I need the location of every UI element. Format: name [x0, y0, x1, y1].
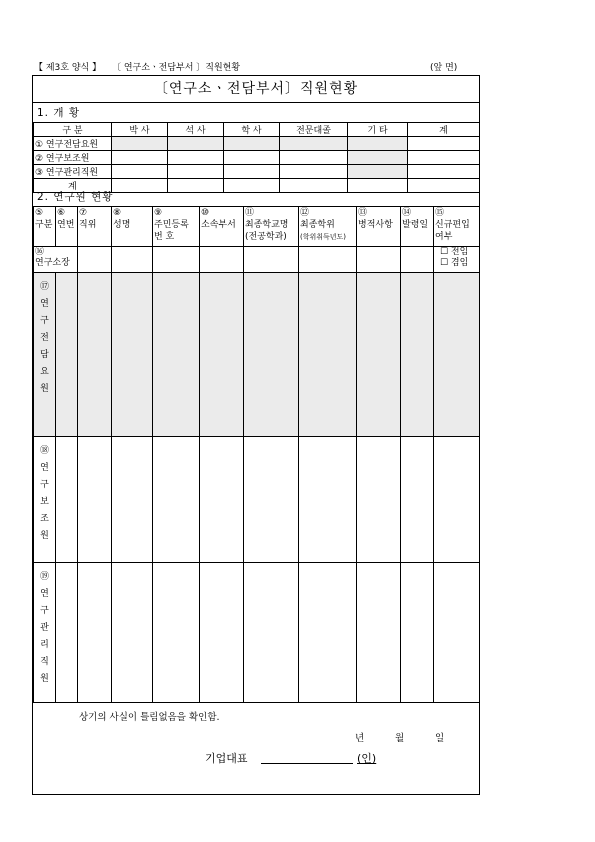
researcher-group-row — [34, 563, 480, 703]
page-side: (앞 면) — [430, 63, 458, 73]
director-row — [34, 247, 480, 273]
col-department: ⑩ 소속부서 — [200, 207, 244, 247]
group-label: ⑰ 연 구 전 담 요 원 — [34, 273, 56, 437]
concurrent-checkbox[interactable]: ☐ 겸임 — [440, 258, 469, 268]
col-position: ⑦ 직위 — [78, 207, 112, 247]
section2-title: 2. 연구원 현황 — [37, 191, 114, 203]
signature-line[interactable] — [261, 763, 353, 764]
group-label: ⑲ 연 구 관 리 직 원 — [34, 563, 56, 703]
section1-title: 1. 개 황 — [37, 107, 80, 119]
confirmation-text: 상기의 사실이 틀림없음을 확인함. — [79, 712, 220, 723]
col-other: 기 타 — [348, 123, 408, 137]
day-label: 일 — [435, 733, 445, 744]
overview-row — [34, 165, 480, 179]
col-resident-no: ⑨ 주민등록 번 호 — [153, 207, 200, 247]
month-label: 월 — [395, 733, 405, 744]
col-new-entry: ⑮ 신규편입 여부 — [434, 207, 480, 247]
col-division: ⑤ 구분 — [34, 207, 56, 247]
form-header-title: 〔 연구소ㆍ전담부서 〕직원현황 — [112, 63, 241, 73]
row-label: ① 연구전담요원 — [34, 137, 112, 151]
overview-header-row — [34, 123, 480, 137]
researcher-group-row — [34, 437, 480, 563]
col-school: ⑪ 최종학교명 (전공학과) — [244, 207, 299, 247]
col-master: 석 사 — [168, 123, 224, 137]
overview-row — [34, 151, 480, 165]
year-label: 년 — [355, 733, 365, 744]
col-serial: ⑥ 연번 — [56, 207, 78, 247]
form-frame — [32, 75, 480, 795]
document-title: 〔연구소ㆍ전담부서〕직원현황 — [33, 76, 479, 103]
col-total: 계 — [408, 123, 480, 137]
col-college: 전문대졸 — [280, 123, 348, 137]
row-label: ② 연구보조원 — [34, 151, 112, 165]
col-degree: ⑫ 최종학위 (학위취득년도) — [299, 207, 357, 247]
col-bachelor: 학 사 — [224, 123, 280, 137]
col-appointment: ⑭ 발령일 — [401, 207, 434, 247]
fulltime-checkbox[interactable]: ☐ 전임 — [440, 247, 469, 257]
col-name: ⑧ 성명 — [112, 207, 153, 247]
col-military: ⑬ 병적사항 — [357, 207, 401, 247]
group-label: ⑱ 연 구 보 조 원 — [34, 437, 56, 563]
researcher-header-row — [34, 207, 480, 247]
row-label: 계 — [34, 179, 112, 193]
col-category: 구 분 — [34, 123, 112, 137]
col-phd: 박 사 — [112, 123, 168, 137]
researcher-group-row — [34, 273, 480, 437]
seal-mark: (인) — [357, 752, 377, 765]
director-label: ⑯ 연구소장 — [34, 247, 78, 273]
form-number: 【 제3호 양식 】 — [34, 63, 102, 73]
row-label: ③ 연구관리직원 — [34, 165, 112, 179]
overview-row — [34, 137, 480, 151]
representative-label: 기업대표 — [205, 752, 248, 765]
overview-table — [33, 122, 480, 193]
researcher-table — [33, 206, 480, 703]
employment-type[interactable] — [434, 247, 480, 273]
